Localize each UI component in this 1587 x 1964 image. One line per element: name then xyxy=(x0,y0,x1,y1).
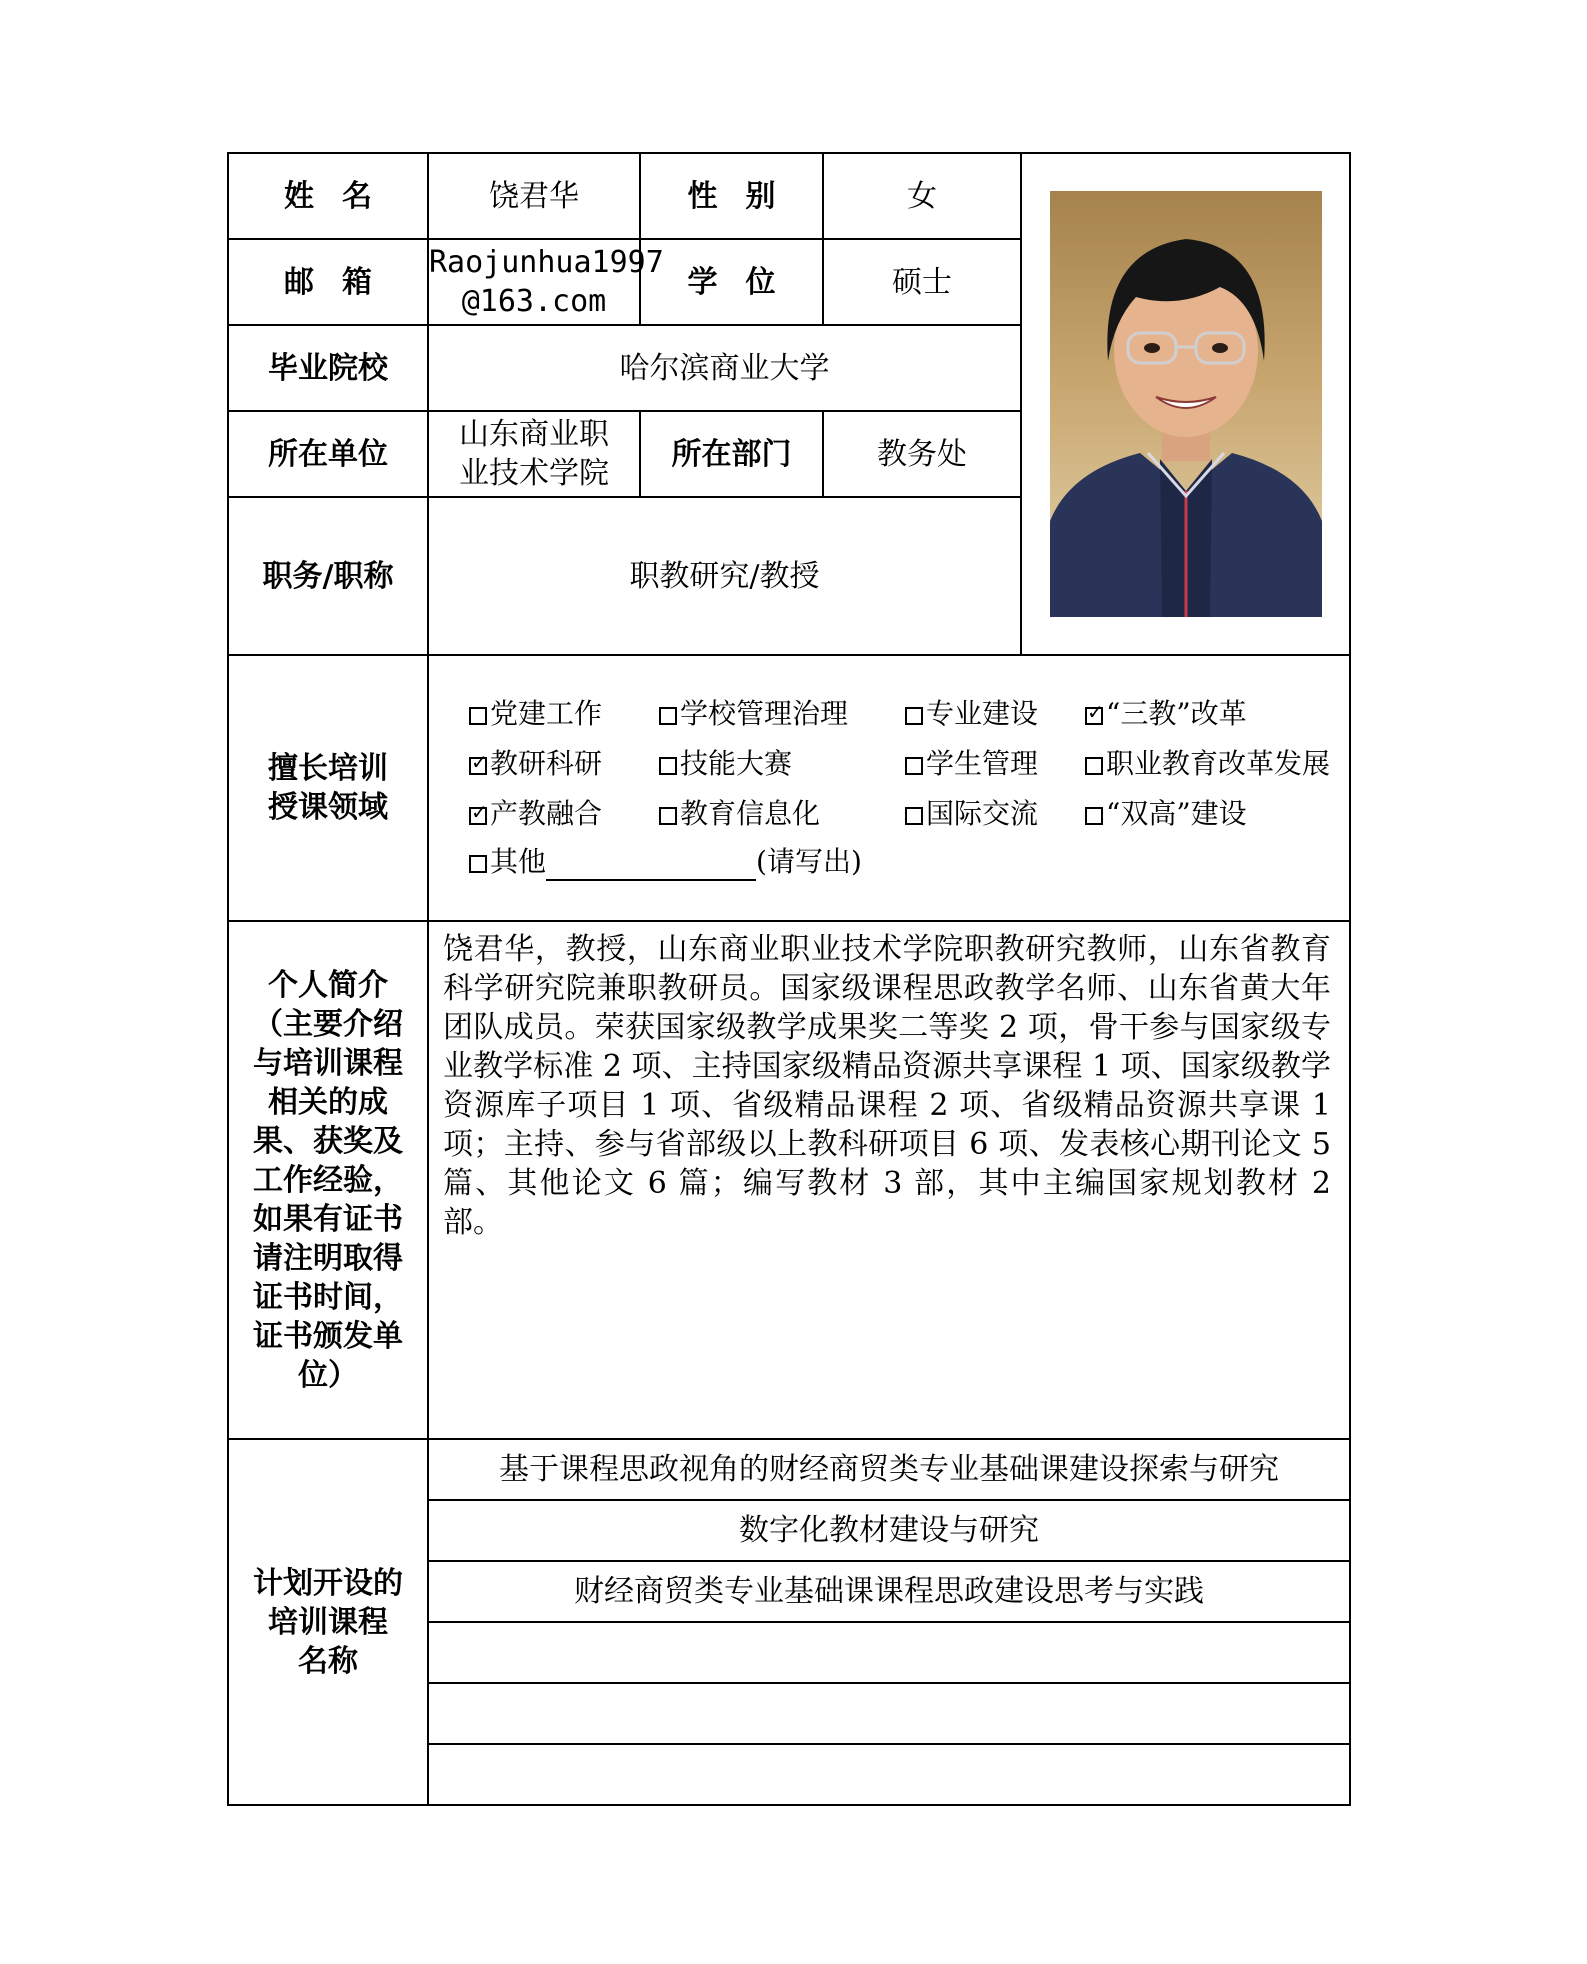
label-line: 相关的成 xyxy=(268,1084,388,1120)
label-line: 工作经验， xyxy=(253,1162,403,1198)
area-option[interactable] xyxy=(1085,745,1335,783)
degree-label: 学位 xyxy=(640,239,823,325)
unit-line2: 业技术学院 xyxy=(459,456,609,491)
area-option-label: 专业建设 xyxy=(926,697,1039,731)
course-item xyxy=(428,1744,1350,1805)
label-line: 位） xyxy=(298,1357,358,1393)
portrait-photo xyxy=(1050,191,1322,617)
email-value xyxy=(428,239,664,325)
areas-cell xyxy=(428,655,1350,921)
course-item: 基于课程思政视角的财经商贸类专业基础课建设探索与研究 xyxy=(428,1439,1350,1500)
areas-label-line1: 擅长培训 xyxy=(268,751,388,786)
unchecked-checkbox-icon[interactable] xyxy=(469,707,487,725)
area-option-label: 教研科研 xyxy=(490,747,603,781)
name-value: 饶君华 xyxy=(428,153,640,239)
course-item: 财经商贸类专业基础课课程思政建设思考与实践 xyxy=(428,1561,1350,1622)
unchecked-checkbox-icon[interactable] xyxy=(905,707,923,725)
bio-label xyxy=(228,921,428,1439)
other-input-line[interactable] xyxy=(546,855,756,881)
area-option[interactable] xyxy=(469,695,659,733)
checked-checkbox-icon[interactable] xyxy=(1085,707,1103,725)
label-line: 证书时间， xyxy=(253,1279,403,1315)
area-option-label: 职业教育改革发展 xyxy=(1106,747,1331,781)
course-item: 数字化教材建设与研究 xyxy=(428,1500,1350,1561)
area-option-label: “双高”建设 xyxy=(1106,797,1247,830)
label-line: 个人简介 xyxy=(268,967,388,1003)
area-option-label: 产教融合 xyxy=(490,797,603,830)
label-line: （主要介绍 xyxy=(253,1006,403,1042)
area-option-label: 学校管理治理 xyxy=(680,697,849,731)
portrait-illustration xyxy=(1050,191,1322,617)
name-label: 姓名 xyxy=(228,153,428,239)
unit-label: 所在单位 xyxy=(228,411,428,497)
other-label: 其他 xyxy=(490,844,547,878)
label-line: 培训课程 xyxy=(268,1604,388,1640)
areas-label xyxy=(228,655,428,921)
unchecked-checkbox-icon[interactable] xyxy=(659,707,677,725)
area-option[interactable] xyxy=(659,695,905,733)
gender-label: 性别 xyxy=(640,153,823,239)
label-line: 名称 xyxy=(298,1643,358,1679)
area-option-label: 技能大赛 xyxy=(680,747,793,781)
area-option[interactable] xyxy=(1085,795,1335,833)
title-label: 职务/职称 xyxy=(228,497,428,655)
course-item xyxy=(428,1622,1350,1683)
area-option[interactable] xyxy=(659,795,905,833)
bio-text: 饶君华，教授，山东商业职业技术学院职教研究教师，山东省教育科学研究院兼职教研员。国家级课程思政教学名师、山东省黄大年团队成员。荣获国家级教学成果奖二等奖 2 项，骨干参与国家级专业教学标准 2 项、主持国家级精品资源共享课程 1 项、国家级教学资源库子项目 1 项、省级精品课程 2 项、省级精品资源共享课 1 项；主持、参与省部级以上教科研项目 6 项、发表核心期刊论文 5 篇、其他论文 6 篇；编写教材 3 部，其中主编国家规划教材 2 部。 xyxy=(428,921,1350,1439)
area-option-label: “三教”改革 xyxy=(1106,697,1247,731)
dept-label: 所在部门 xyxy=(640,411,823,497)
label-line: 证书颁发单 xyxy=(253,1318,403,1354)
areas-label-line2: 授课领域 xyxy=(268,790,388,825)
area-option-label: 教育信息化 xyxy=(680,797,821,830)
area-option-label: 国际交流 xyxy=(926,797,1039,830)
email-label: 邮箱 xyxy=(228,239,428,325)
degree-value: 硕士 xyxy=(823,239,1021,325)
checked-checkbox-icon[interactable] xyxy=(469,757,487,775)
label-line: 请注明取得 xyxy=(253,1240,403,1276)
checked-checkbox-icon[interactable] xyxy=(469,807,487,825)
area-option[interactable] xyxy=(659,745,905,783)
area-option[interactable] xyxy=(469,745,659,783)
dept-value: 教务处 xyxy=(823,411,1021,497)
school-label: 毕业院校 xyxy=(228,325,428,411)
photo-cell xyxy=(1021,153,1350,655)
area-option[interactable] xyxy=(469,795,659,833)
unchecked-checkbox-icon[interactable] xyxy=(1085,757,1103,775)
label-line: 果、获奖及 xyxy=(253,1123,403,1159)
email-line1: Raojunhua1997 xyxy=(429,245,664,280)
other-row xyxy=(469,843,1337,881)
resume-form xyxy=(227,152,1349,1798)
area-option[interactable] xyxy=(1085,695,1335,733)
school-value: 哈尔滨商业大学 xyxy=(428,325,1021,411)
form-table xyxy=(227,152,1351,1806)
courses-label xyxy=(228,1439,428,1805)
email-line2: @163.com xyxy=(461,284,607,319)
unchecked-checkbox-icon[interactable] xyxy=(1085,807,1103,825)
areas-checkbox-grid xyxy=(469,695,1337,832)
label-line: 计划开设的 xyxy=(253,1565,403,1601)
course-item xyxy=(428,1683,1350,1744)
unchecked-checkbox-icon[interactable] xyxy=(659,757,677,775)
area-option[interactable] xyxy=(905,795,1085,833)
area-option[interactable] xyxy=(905,695,1085,733)
other-suffix: (请写出) xyxy=(756,844,862,878)
unit-line1: 山东商业职 xyxy=(459,417,609,452)
unchecked-checkbox-icon[interactable] xyxy=(905,807,923,825)
label-line: 如果有证书 xyxy=(253,1201,403,1237)
title-value: 职教研究/教授 xyxy=(428,497,1021,655)
other-checkbox[interactable] xyxy=(469,855,487,873)
label-line: 与培训课程 xyxy=(253,1045,403,1081)
unchecked-checkbox-icon[interactable] xyxy=(659,807,677,825)
area-option-label: 学生管理 xyxy=(926,747,1039,781)
area-option-label: 党建工作 xyxy=(490,697,603,731)
gender-value: 女 xyxy=(823,153,1021,239)
area-option[interactable] xyxy=(905,745,1085,783)
unchecked-checkbox-icon[interactable] xyxy=(905,757,923,775)
unit-value xyxy=(428,411,640,497)
